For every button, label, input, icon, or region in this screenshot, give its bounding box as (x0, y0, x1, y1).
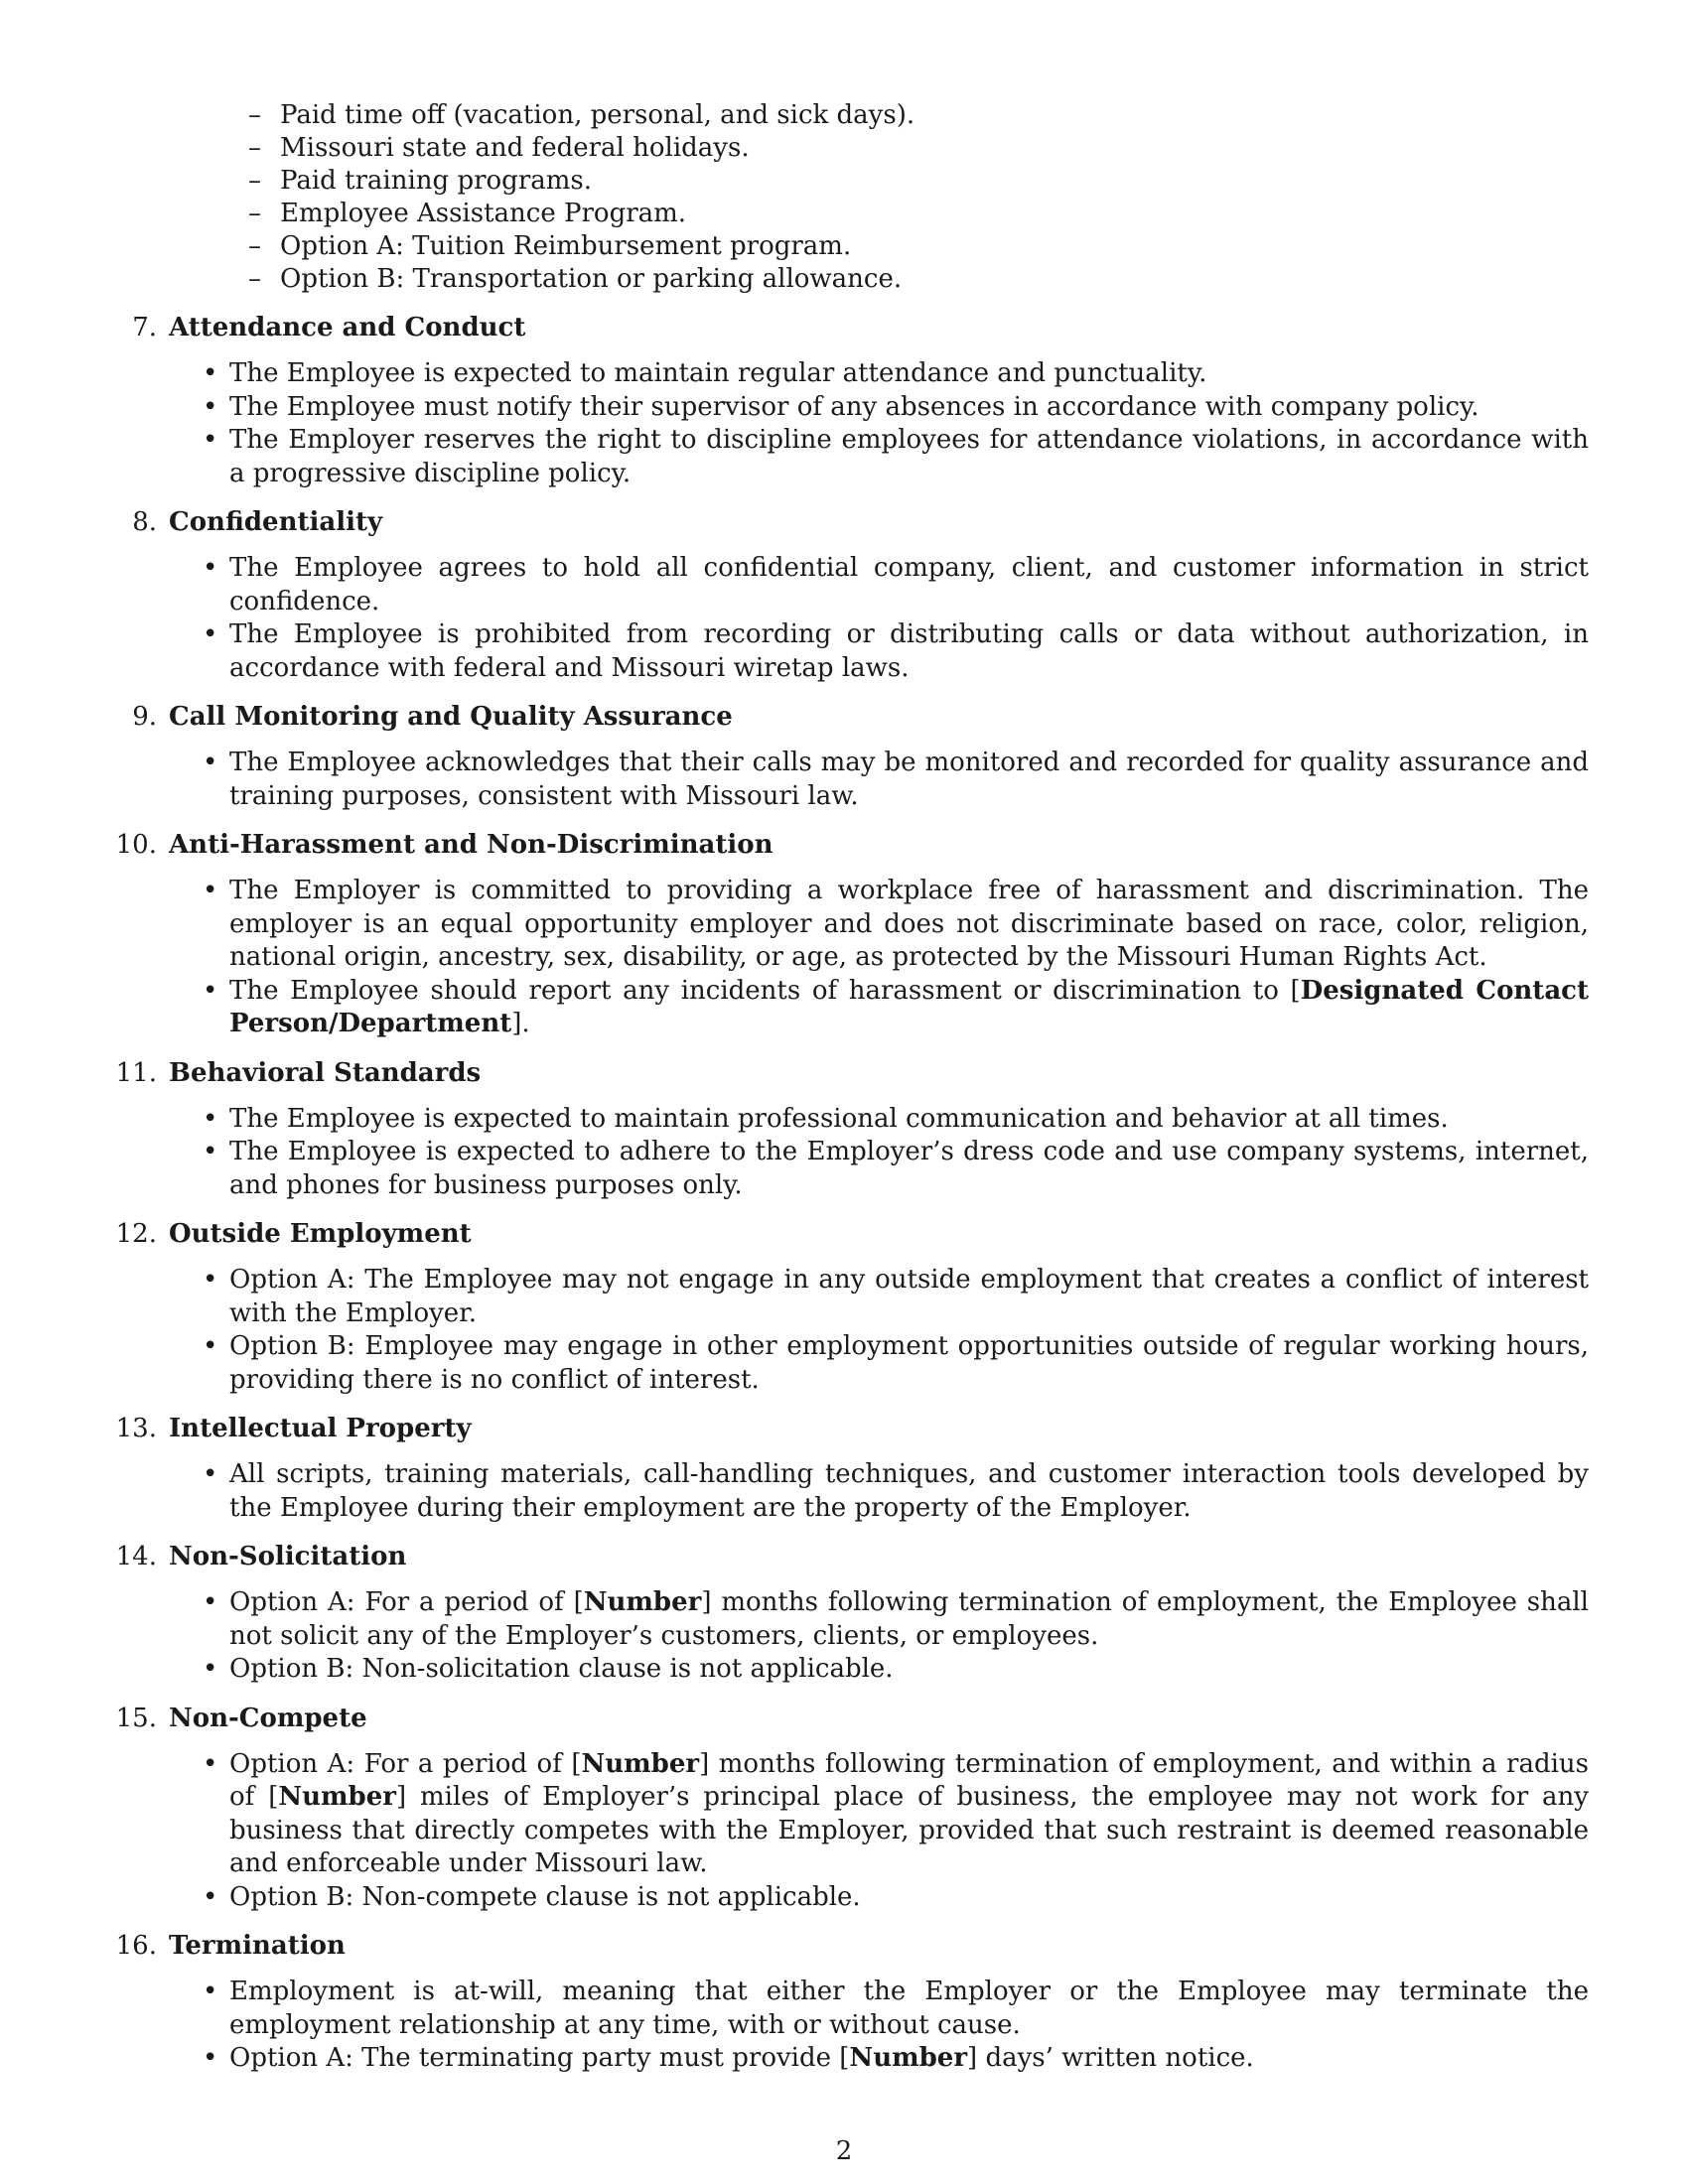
section-number: 11. (115, 1057, 157, 1088)
benefit-item (248, 99, 1688, 132)
section-title: Call Monitoring and Quality Assurance (169, 702, 733, 732)
section (0, 504, 1688, 685)
section-number: 10. (115, 830, 157, 860)
benefit-text: Paid time off (vacation, personal, and sick days). (280, 100, 915, 130)
bullet-item (203, 1330, 1589, 1397)
dash-marker: – (248, 166, 261, 196)
section-title: Anti-Harassment and Non-Discrimination (169, 830, 774, 860)
dash-marker: – (248, 100, 261, 130)
bullet-marker: • (203, 1265, 218, 1295)
section-heading (115, 1928, 1688, 1964)
bullet-text: The Employee acknowledges that their calls may be monitored and recorded for quality assurance and training purposes, consistent with Missouri law. (229, 748, 1589, 811)
benefit-item (248, 198, 1688, 230)
bullet-marker: • (203, 1137, 218, 1166)
section-bullets (0, 747, 1688, 813)
bullet-item (203, 391, 1589, 425)
bullet-item (203, 618, 1589, 685)
section (0, 1216, 1688, 1397)
section-title: Confidentiality (169, 507, 383, 537)
bullet-marker: • (203, 748, 218, 777)
section-title: Non-Solicitation (169, 1542, 407, 1571)
bullet-item (203, 1881, 1589, 1915)
section-heading (115, 1701, 1688, 1736)
bullet-text: Option A: The Employee may not engage in any outside employment that creates a conflict of interest with the Employer. (229, 1265, 1589, 1328)
section-number: 7. (132, 313, 157, 342)
section-heading (115, 827, 1688, 863)
section (0, 1701, 1688, 1915)
benefit-item (248, 230, 1688, 263)
bullet-text: The Employee must notify their supervisor of any absences in accordance with company policy. (229, 391, 1479, 422)
benefits-continued-list (0, 99, 1688, 296)
bullet-marker: • (203, 1654, 218, 1684)
section-number: 13. (115, 1414, 157, 1443)
document-body (0, 99, 1688, 2090)
section-bullets (0, 357, 1688, 490)
section-bullets (0, 1264, 1688, 1397)
section-number: 14. (115, 1542, 157, 1571)
bullet-item (203, 975, 1590, 1041)
section (0, 827, 1688, 1041)
bullet-marker: • (203, 1459, 218, 1489)
bullet-item (203, 1264, 1589, 1330)
placeholder-field: Number (278, 1782, 396, 1812)
section-heading (132, 504, 1688, 540)
bullet-text: Option B: Non-compete clause is not applicable. (229, 1881, 861, 1912)
section-heading (115, 1539, 1688, 1574)
bullet-text: Employment is at-will, meaning that either the Employer or the Employee may terminate the employment relationship at any time, with or without cause. (229, 1977, 1589, 2040)
section-title: Attendance and Conduct (169, 313, 526, 342)
bullet-marker: • (203, 1977, 218, 2006)
dash-marker: – (248, 264, 261, 294)
bullet-item (203, 1103, 1589, 1137)
bullet-marker: • (203, 1748, 218, 1779)
bullet-item (203, 875, 1589, 975)
benefit-item (248, 165, 1688, 198)
section-title: Termination (169, 1931, 346, 1961)
bullet-item (203, 1653, 1589, 1687)
section-bullets (0, 875, 1688, 1041)
section-heading (115, 1216, 1688, 1252)
bullet-item (203, 1586, 1589, 1653)
bullet-text: Option A: For a period of [ (229, 1587, 584, 1617)
bullet-text: Option A: For a period of [ (229, 1748, 582, 1779)
bullet-text: ]. (511, 1009, 530, 1038)
dash-marker: – (248, 199, 261, 228)
benefit-item (248, 132, 1688, 165)
bullet-text: The Employee agrees to hold all confidential company, client, and customer information in strict confidence. (229, 553, 1589, 616)
benefit-text: Paid training programs. (280, 166, 593, 196)
section-bullets (0, 1586, 1688, 1687)
bullet-marker: • (203, 1881, 218, 1912)
bullet-item (203, 357, 1589, 391)
section-heading (132, 699, 1688, 735)
bullet-item (203, 1976, 1589, 2042)
placeholder-field: Designated Contact Person/Department (229, 975, 1590, 1038)
section (0, 699, 1688, 813)
section (0, 1539, 1688, 1687)
benefit-text: Option A: Tuition Reimbursement program. (280, 231, 852, 261)
section-title: Outside Employment (169, 1219, 472, 1249)
bullet-text: The Employee is expected to maintain regular attendance and punctuality. (229, 358, 1207, 388)
bullet-text: The Employee is expected to adhere to the Employer’s dress code and use company systems, internet, and phones for business purposes only. (229, 1137, 1589, 1200)
bullet-item (203, 1748, 1589, 1881)
bullet-text: ] miles of Employer’s principal place of business, the employee may not work for any business that directly competes with the Employer, provided that such restraint is deemed reasonable and enforceable under Missouri law. (229, 1782, 1589, 1878)
bullet-marker: • (203, 975, 218, 1006)
bullet-item (203, 424, 1589, 490)
section-number: 15. (115, 1703, 157, 1733)
bullet-text: Option A: The terminating party must provide [ (229, 2043, 850, 2073)
section (0, 310, 1688, 490)
bullet-item (203, 1458, 1589, 1525)
section-number: 12. (115, 1219, 157, 1249)
dash-marker: – (248, 133, 261, 163)
section-heading (115, 1411, 1688, 1446)
placeholder-field: Number (849, 2043, 968, 2073)
bullet-text: ] days’ written notice. (967, 2043, 1254, 2073)
section (0, 1928, 1688, 2076)
section-number: 9. (132, 702, 157, 732)
bullet-item (203, 747, 1589, 813)
benefit-text: Missouri state and federal holidays. (280, 133, 750, 163)
bullet-item (203, 2042, 1589, 2076)
section-bullets (0, 1748, 1688, 1915)
section-heading (115, 1055, 1688, 1091)
sections-container (0, 310, 1688, 2076)
placeholder-field: Number (581, 1748, 700, 1779)
bullet-text: All scripts, training materials, call-handling techniques, and customer interaction tools developed by the Employee during their employment are the property of the Employer. (229, 1459, 1589, 1523)
bullet-text: The Employee is prohibited from recording or distributing calls or data without authorization, in accordance with federal and Missouri wiretap laws. (229, 619, 1589, 683)
section (0, 1055, 1688, 1203)
benefit-text: Employee Assistance Program. (280, 199, 687, 228)
section-title: Behavioral Standards (169, 1057, 482, 1088)
bullet-item (203, 1136, 1589, 1202)
section-bullets (0, 1458, 1688, 1525)
bullet-marker: • (203, 553, 218, 583)
section-bullets (0, 552, 1688, 685)
benefit-item (248, 263, 1688, 296)
benefit-text: Option B: Transportation or parking allowance. (280, 264, 903, 294)
bullet-marker: • (203, 2043, 218, 2073)
section-bullets (0, 1103, 1688, 1203)
bullet-text: The Employee is expected to maintain professional communication and behavior at all times. (229, 1103, 1449, 1134)
bullet-text: Option B: Non-solicitation clause is not applicable. (229, 1654, 894, 1684)
section-number: 8. (132, 507, 157, 537)
page-number: 2 (835, 2136, 853, 2166)
bullet-item (203, 552, 1589, 618)
section-title: Non-Compete (169, 1703, 367, 1733)
section-title: Intellectual Property (169, 1414, 472, 1443)
section-heading (132, 310, 1688, 345)
bullet-marker: • (203, 391, 218, 422)
bullet-marker: • (203, 1103, 218, 1134)
section-bullets (0, 1976, 1688, 2076)
bullet-text: Option B: Employee may engage in other employment opportunities outside of regular working hours, providing there is no conflict of interest. (229, 1331, 1589, 1395)
section (0, 1411, 1688, 1525)
bullet-marker: • (203, 358, 218, 388)
bullet-text: The Employer is committed to providing a workplace free of harassment and discrimination. The employer is an equal opportunity employer and does not discriminate based on race, color, religion, national origin, ancestry, sex, disability, or age, as protected by the Missouri Human Rights Act. (229, 876, 1589, 972)
bullet-text: ] months following termination of employment, the Employee shall not solicit any of the Employer’s customers, clients, or employees. (229, 1587, 1589, 1651)
section-number: 16. (115, 1931, 157, 1961)
dash-marker: – (248, 231, 261, 261)
bullet-marker: • (203, 1331, 218, 1361)
bullet-marker: • (203, 1587, 218, 1617)
bullet-text: ] months following termination of employment, and within a radius of [ (229, 1748, 1589, 1812)
placeholder-field: Number (583, 1587, 702, 1617)
bullet-marker: • (203, 425, 218, 455)
bullet-text: The Employer reserves the right to discipline employees for attendance violations, in accordance with a progressive discipline policy. (229, 425, 1589, 488)
bullet-text: The Employee should report any incidents of harassment or discrimination to [ (229, 975, 1301, 1006)
bullet-marker: • (203, 619, 218, 649)
bullet-marker: • (203, 876, 218, 905)
